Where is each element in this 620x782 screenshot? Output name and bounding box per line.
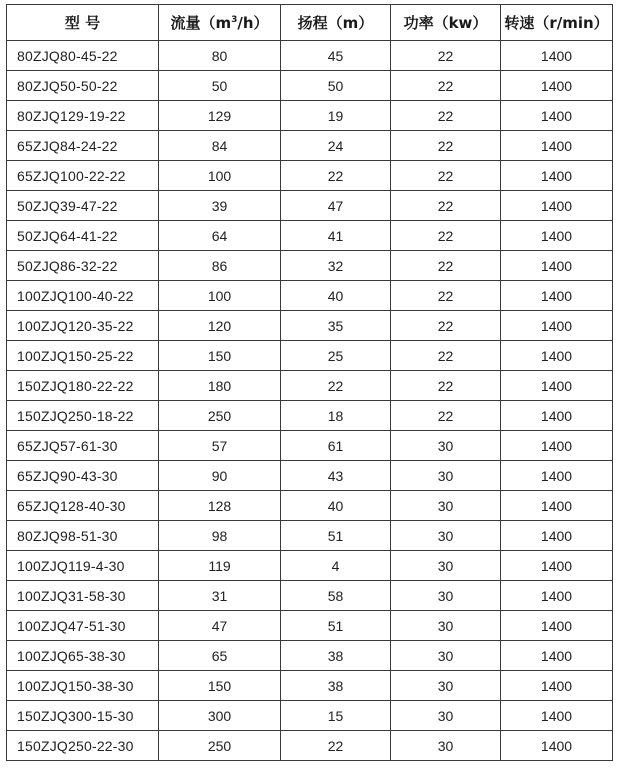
header-flow [159,5,281,41]
cell-flow: 120 [159,311,281,341]
cell-model: 100ZJQ150-38-30 [7,671,159,701]
cell-speed: 1400 [501,611,613,641]
cell-speed: 1400 [501,251,613,281]
cell-head: 58 [281,581,391,611]
cell-head: 51 [281,611,391,641]
cell-speed: 1400 [501,371,613,401]
table-row [7,131,613,161]
table-row [7,251,613,281]
cell-model: 65ZJQ100-22-22 [7,161,159,191]
cell-flow: 64 [159,221,281,251]
cell-power: 22 [391,281,501,311]
cell-power: 30 [391,431,501,461]
header-model: 型 号 [7,5,159,41]
cell-model: 80ZJQ50-50-22 [7,71,159,101]
cell-flow: 129 [159,101,281,131]
cell-model: 80ZJQ80-45-22 [7,41,159,71]
cell-flow: 180 [159,371,281,401]
table-row [7,221,613,251]
cell-model: 65ZJQ84-24-22 [7,131,159,161]
cell-speed: 1400 [501,491,613,521]
table-row [7,311,613,341]
table-row [7,191,613,221]
cell-power: 22 [391,401,501,431]
cell-power: 22 [391,221,501,251]
cell-flow: 31 [159,581,281,611]
cell-power: 22 [391,131,501,161]
cell-power: 30 [391,491,501,521]
header-flow-pre: 流量（m [170,14,232,32]
table-row [7,41,613,71]
cell-head: 61 [281,431,391,461]
cell-flow: 50 [159,71,281,101]
cell-model: 150ZJQ180-22-22 [7,371,159,401]
spec-table-container [6,4,612,761]
header-power: 功率（kw） [391,5,501,41]
cell-speed: 1400 [501,161,613,191]
cell-flow: 80 [159,41,281,71]
cell-power: 30 [391,671,501,701]
cell-flow: 150 [159,341,281,371]
cell-speed: 1400 [501,191,613,221]
cell-power: 30 [391,731,501,761]
cell-flow: 84 [159,131,281,161]
table-row [7,431,613,461]
table-row [7,371,613,401]
cell-head: 22 [281,371,391,401]
cell-power: 30 [391,521,501,551]
cell-model: 65ZJQ90-43-30 [7,461,159,491]
header-head: 扬程（m） [281,5,391,41]
table-row [7,521,613,551]
cell-head: 43 [281,461,391,491]
table-row [7,401,613,431]
cell-power: 30 [391,461,501,491]
cell-model: 100ZJQ65-38-30 [7,641,159,671]
cell-model: 150ZJQ300-15-30 [7,701,159,731]
cell-power: 22 [391,101,501,131]
cell-speed: 1400 [501,521,613,551]
cell-speed: 1400 [501,641,613,671]
cell-speed: 1400 [501,131,613,161]
cell-speed: 1400 [501,701,613,731]
cell-power: 22 [391,341,501,371]
cell-head: 47 [281,191,391,221]
cell-head: 40 [281,281,391,311]
cell-speed: 1400 [501,671,613,701]
cell-speed: 1400 [501,101,613,131]
table-row [7,581,613,611]
cell-flow: 119 [159,551,281,581]
cell-power: 22 [391,311,501,341]
cell-power: 30 [391,551,501,581]
cell-flow: 150 [159,671,281,701]
table-row [7,551,613,581]
table-header [7,5,613,41]
cell-head: 19 [281,101,391,131]
cell-speed: 1400 [501,311,613,341]
cell-model: 80ZJQ98-51-30 [7,521,159,551]
header-row [7,5,613,41]
cell-model: 100ZJQ100-40-22 [7,281,159,311]
cell-speed: 1400 [501,731,613,761]
cell-speed: 1400 [501,581,613,611]
cell-head: 35 [281,311,391,341]
cell-flow: 300 [159,701,281,731]
cell-flow: 47 [159,611,281,641]
cell-head: 18 [281,401,391,431]
cell-power: 30 [391,641,501,671]
cell-head: 41 [281,221,391,251]
cell-power: 22 [391,251,501,281]
cell-flow: 86 [159,251,281,281]
cell-flow: 128 [159,491,281,521]
cell-head: 40 [281,491,391,521]
cell-speed: 1400 [501,431,613,461]
cell-model: 65ZJQ57-61-30 [7,431,159,461]
cell-speed: 1400 [501,71,613,101]
cell-speed: 1400 [501,401,613,431]
table-row [7,161,613,191]
cell-power: 22 [391,71,501,101]
cell-head: 45 [281,41,391,71]
cell-flow: 90 [159,461,281,491]
cell-speed: 1400 [501,461,613,491]
cell-model: 100ZJQ47-51-30 [7,611,159,641]
cell-flow: 100 [159,281,281,311]
cell-power: 30 [391,581,501,611]
table-body [7,41,613,761]
cell-speed: 1400 [501,41,613,71]
cell-power: 30 [391,701,501,731]
cell-model: 50ZJQ64-41-22 [7,221,159,251]
cell-power: 22 [391,161,501,191]
cell-head: 38 [281,641,391,671]
cell-flow: 100 [159,161,281,191]
cell-head: 51 [281,521,391,551]
cell-head: 38 [281,671,391,701]
cell-head: 22 [281,161,391,191]
table-row [7,281,613,311]
cell-model: 80ZJQ129-19-22 [7,101,159,131]
table-row [7,461,613,491]
cell-model: 50ZJQ39-47-22 [7,191,159,221]
header-speed: 转速（r/min） [501,5,613,41]
header-flow-post: /h） [237,14,269,32]
table-row [7,71,613,101]
table-row [7,701,613,731]
cell-power: 30 [391,611,501,641]
cell-model: 50ZJQ86-32-22 [7,251,159,281]
cell-model: 150ZJQ250-22-30 [7,731,159,761]
cell-power: 22 [391,371,501,401]
cell-speed: 1400 [501,341,613,371]
cell-head: 50 [281,71,391,101]
cell-head: 25 [281,341,391,371]
table-row [7,491,613,521]
cell-speed: 1400 [501,281,613,311]
table-row [7,641,613,671]
cell-head: 4 [281,551,391,581]
pump-spec-table [6,4,613,761]
cell-head: 24 [281,131,391,161]
header-flow-sup: 3 [231,15,238,25]
cell-model: 100ZJQ150-25-22 [7,341,159,371]
cell-model: 65ZJQ128-40-30 [7,491,159,521]
cell-flow: 39 [159,191,281,221]
table-row [7,101,613,131]
cell-model: 100ZJQ31-58-30 [7,581,159,611]
cell-power: 22 [391,41,501,71]
table-row [7,671,613,701]
cell-flow: 250 [159,731,281,761]
cell-flow: 57 [159,431,281,461]
cell-head: 15 [281,701,391,731]
cell-speed: 1400 [501,221,613,251]
table-row [7,611,613,641]
cell-flow: 250 [159,401,281,431]
cell-head: 22 [281,731,391,761]
cell-model: 150ZJQ250-18-22 [7,401,159,431]
cell-flow: 65 [159,641,281,671]
table-row [7,341,613,371]
cell-model: 100ZJQ119-4-30 [7,551,159,581]
cell-model: 100ZJQ120-35-22 [7,311,159,341]
cell-head: 32 [281,251,391,281]
table-row [7,731,613,761]
cell-flow: 98 [159,521,281,551]
cell-power: 22 [391,191,501,221]
cell-speed: 1400 [501,551,613,581]
